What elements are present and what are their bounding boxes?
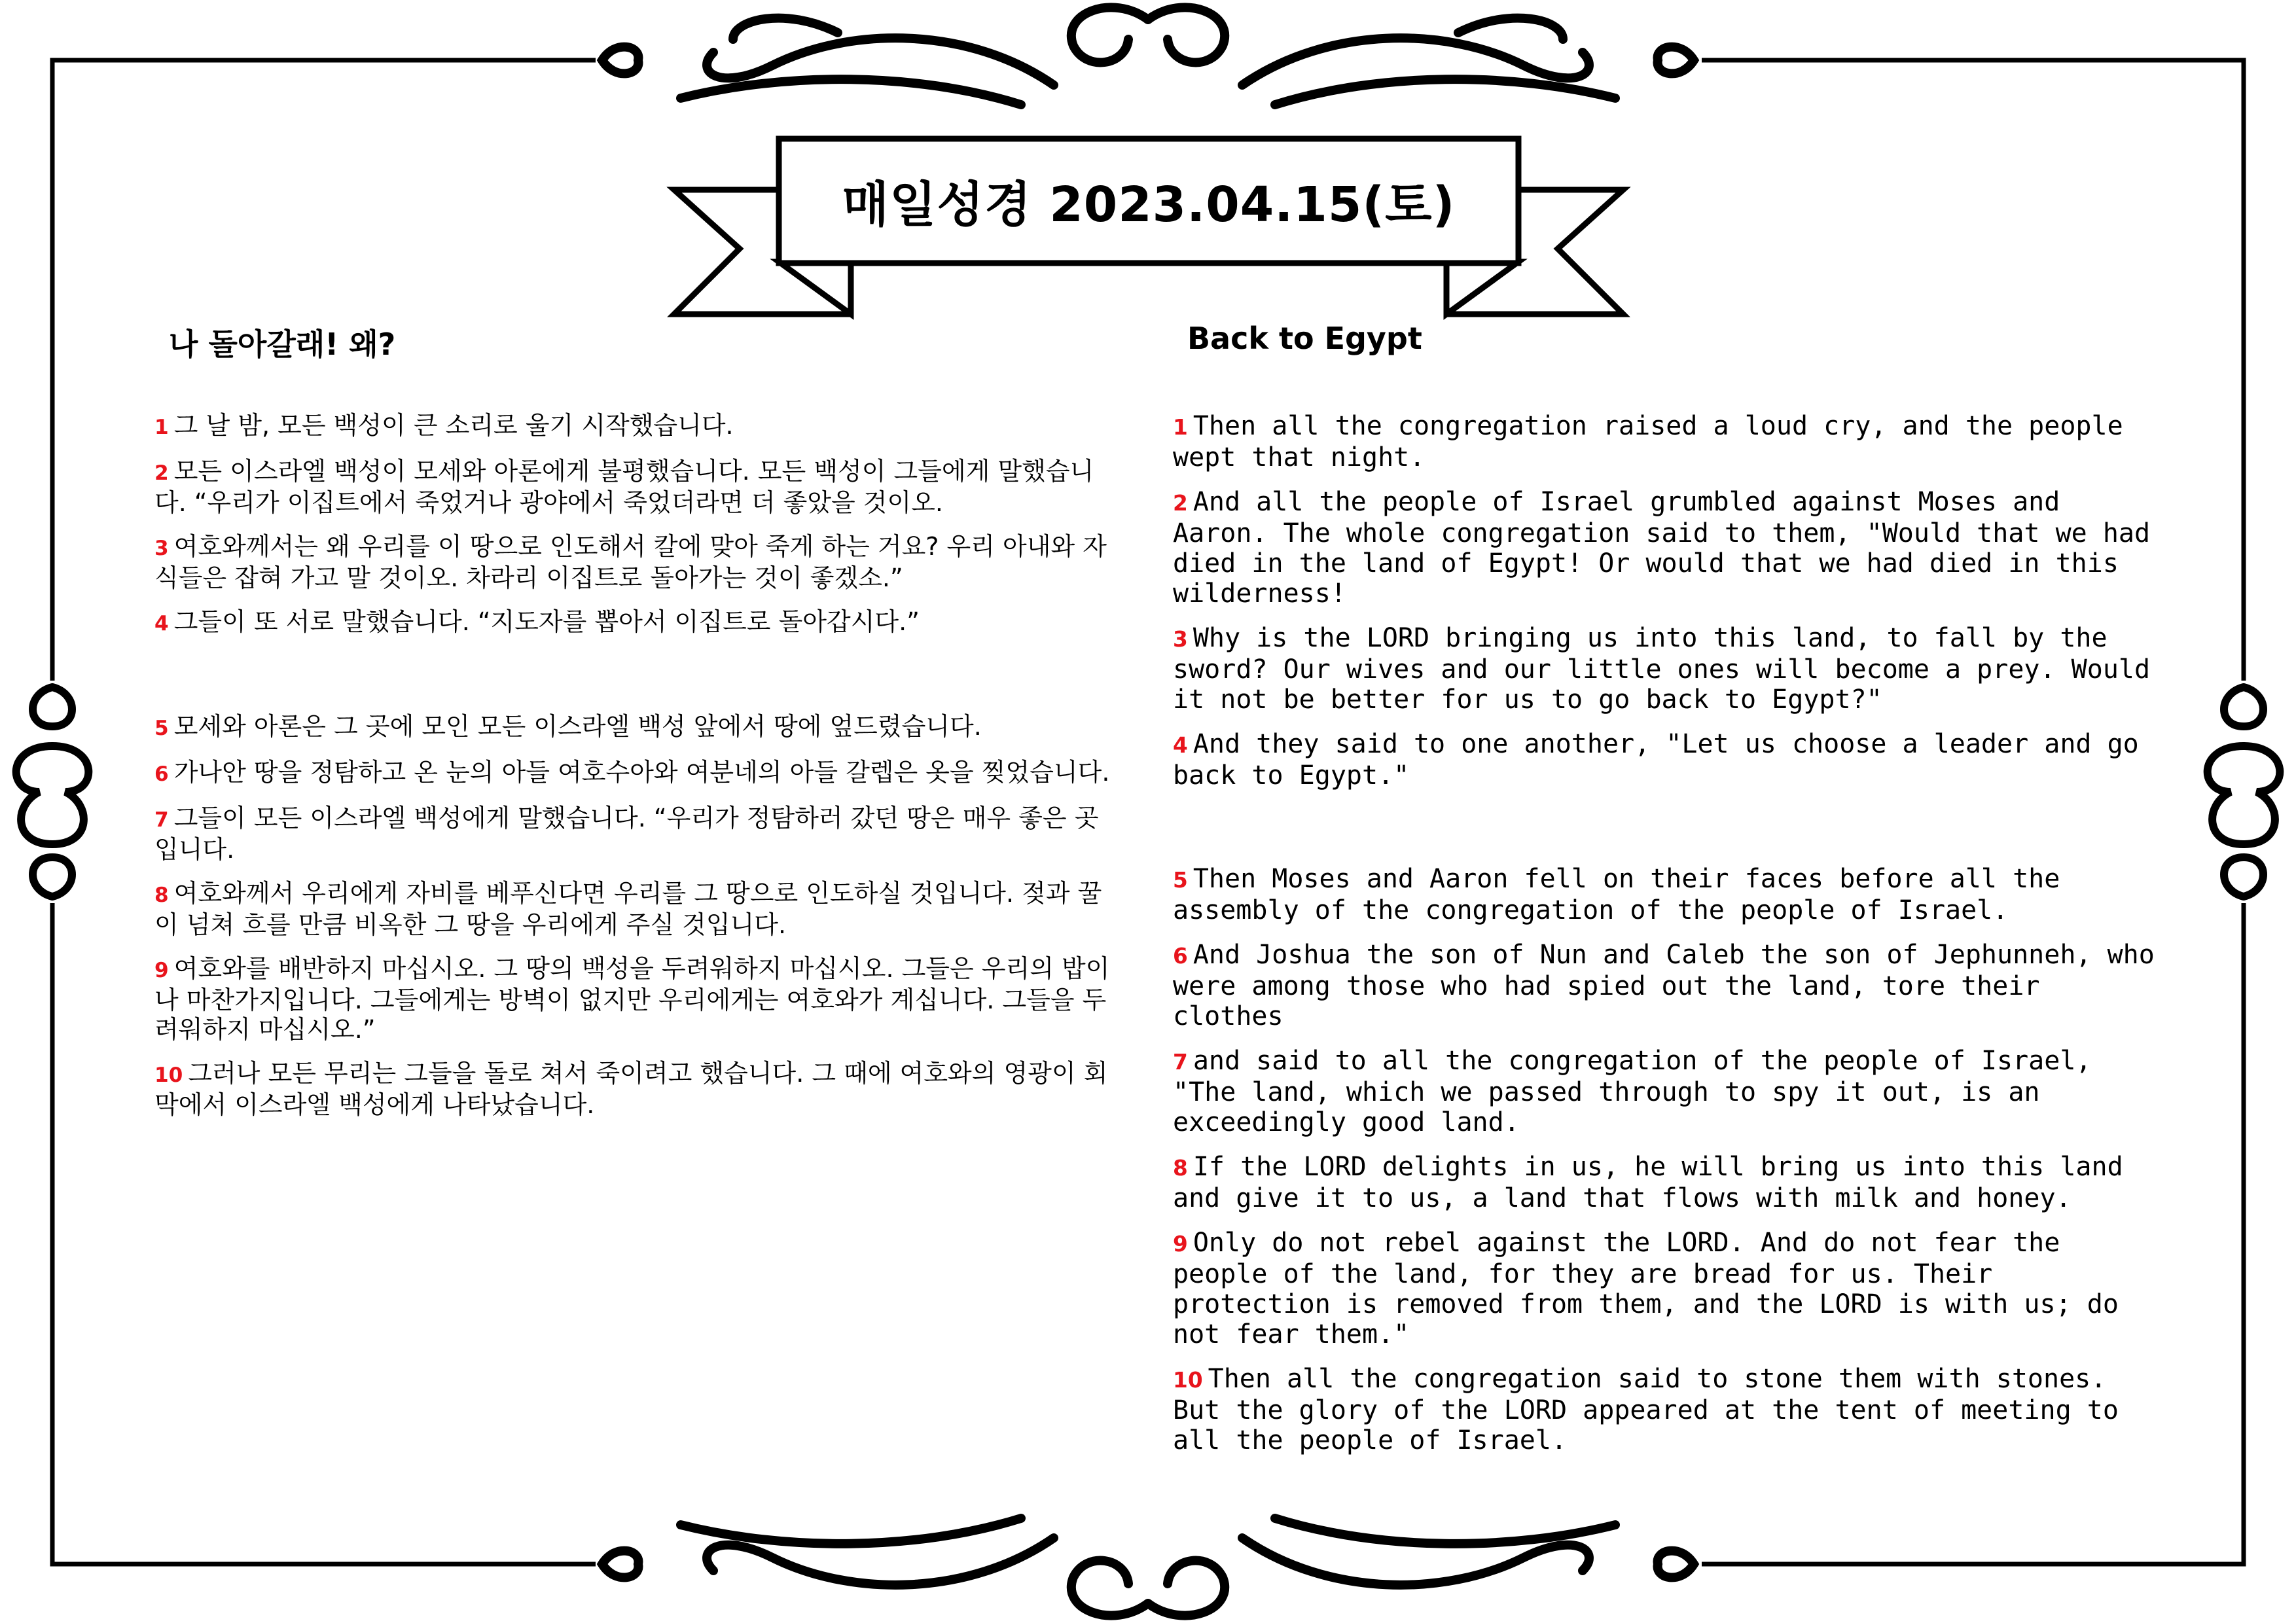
verse-number: 10 — [1173, 1368, 1203, 1393]
verse-text: 모세와 아론은 그 곳에 모인 모든 이스라엘 백성 앞에서 땅에 엎드렸습니다. — [173, 712, 982, 741]
english-verse-7 — [1173, 1046, 2161, 1137]
english-verse-1 — [1173, 411, 2161, 473]
verse-text: And they said to one another, "Let us choose a leader and go back to Egypt." — [1173, 729, 2139, 791]
korean-verse-1 — [154, 411, 1117, 442]
verse-number: 8 — [154, 883, 169, 907]
verse-number: 7 — [154, 808, 169, 832]
bottom-flourish — [602, 1518, 1694, 1616]
korean-verse-8 — [154, 879, 1117, 940]
verse-number: 2 — [1173, 491, 1188, 516]
verse-number: 9 — [1173, 1232, 1188, 1257]
verse-number: 1 — [1173, 415, 1188, 440]
verse-number: 8 — [1173, 1156, 1188, 1181]
verse-number: 4 — [154, 612, 169, 635]
korean-verse-4 — [154, 607, 1117, 639]
english-verse-5 — [1173, 864, 2161, 925]
korean-verse-column — [154, 411, 1117, 1134]
verse-text: And Joshua the son of Nun and Caleb the son of Jephunneh, who were among those who had spied out the land, tore their clothes — [1173, 940, 2155, 1031]
verse-number: 5 — [154, 717, 169, 740]
english-subtitle: Back to Egypt — [1187, 321, 1422, 356]
verse-number: 10 — [154, 1063, 183, 1087]
verse-number: 2 — [154, 461, 169, 485]
korean-verse-10 — [154, 1059, 1117, 1120]
verse-number: 5 — [1173, 868, 1188, 893]
verse-number: 7 — [1173, 1050, 1188, 1075]
english-verse-9 — [1173, 1228, 2161, 1349]
verse-text: 그들이 또 서로 말했습니다. “지도자를 뽑아서 이집트로 돌아갑시다.” — [173, 607, 920, 636]
verse-number: 3 — [1173, 627, 1188, 652]
verse-text: and said to all the congregation of the people of Israel, "The land, which we passed through to spy it out, is an exceedingly good land. — [1173, 1046, 2092, 1137]
verse-text: Then Moses and Aaron fell on their faces before all the assembly of the congregation of the people of Israel. — [1173, 864, 2060, 925]
english-verse-column — [1173, 411, 2161, 1470]
korean-verse-6 — [154, 758, 1117, 789]
verse-text: 여호와께서는 왜 우리를 이 땅으로 인도해서 칼에 맞아 죽게 하는 거요? 우리 아내와 자식들은 잡혀 가고 말 것이오. 차라리 이집트로 돌아가는 것이 좋겠소.” — [154, 532, 1107, 592]
verse-text: 여호와께서 우리에게 자비를 베푸신다면 우리를 그 땅으로 인도하실 것입니다. 젖과 꿀이 넘쳐 흐를 만큼 비옥한 그 땅을 우리에게 주실 것입니다. — [154, 879, 1102, 939]
verse-text: Only do not rebel against the LORD. And do not fear the people of the land, for they are bread for us. Their protection is removed from them, and the LORD is with us; do not fear them." — [1173, 1228, 2119, 1349]
top-flourish — [602, 7, 1694, 105]
verse-text: 그러나 모든 무리는 그들을 돌로 쳐서 죽이려고 했습니다. 그 때에 여호와의 영광이 회막에서 이스라엘 백성에게 나타났습니다. — [154, 1059, 1108, 1119]
english-verse-8 — [1173, 1152, 2161, 1213]
verse-text: Then all the congregation said to stone them with stones. But the glory of the LORD appeared at the tent of meeting to all the people of Israel. — [1173, 1364, 2119, 1455]
korean-verse-3 — [154, 532, 1117, 593]
verse-text: 여호와를 배반하지 마십시오. 그 땅의 백성을 두려워하지 마십시오. 그들은 우리의 밥이나 마찬가지입니다. 그들에게는 방벽이 없지만 우리에게는 여호와가 계십니다. 그들을 두려워하지 마십시오.” — [154, 954, 1110, 1044]
korean-verse-5 — [154, 712, 1117, 743]
verse-text: 그들이 모든 이스라엘 백성에게 말했습니다. “우리가 정탐하러 갔던 땅은 매우 좋은 곳입니다. — [154, 804, 1099, 864]
english-verse-6 — [1173, 940, 2161, 1031]
verse-number: 4 — [1173, 733, 1188, 758]
left-side-flourish — [16, 687, 89, 897]
verse-number: 1 — [154, 416, 169, 439]
korean-verse-2 — [154, 457, 1117, 518]
english-verse-3 — [1173, 623, 2161, 715]
verse-number: 6 — [1173, 944, 1188, 969]
verse-number: 6 — [154, 762, 169, 786]
english-verse-2 — [1173, 487, 2161, 609]
korean-verse-7 — [154, 804, 1117, 865]
verse-text: Why is the LORD bringing us into this land, to fall by the sword? Our wives and our little ones will become a prey. Would it not be better for us to go back to Egypt?" — [1173, 623, 2151, 715]
korean-subtitle: 나 돌아갈래! 왜? — [169, 327, 396, 362]
verse-text: If the LORD delights in us, he will bring us into this land and give it to us, a land that flows with milk and honey. — [1173, 1152, 2123, 1213]
verse-number: 9 — [154, 959, 169, 982]
verse-text: 가나안 땅을 정탐하고 온 눈의 아들 여호수아와 여분네의 아들 갈렙은 옷을 찢었습니다. — [173, 758, 1110, 787]
page-title: 매일성경 2023.04.15(토) — [842, 177, 1456, 233]
korean-verse-9 — [154, 954, 1117, 1044]
verse-text: Then all the congregation raised a loud cry, and the people wept that night. — [1173, 411, 2123, 473]
english-verse-10 — [1173, 1364, 2161, 1455]
verse-text: 그 날 밤, 모든 백성이 큰 소리로 울기 시작했습니다. — [173, 411, 734, 440]
verse-text: And all the people of Israel grumbled against Moses and Aaron. The whole congregation said to them, "Would that we had died in the land of Egypt! Or would that we had died in this wilderness! — [1173, 487, 2151, 609]
right-side-flourish — [2208, 687, 2280, 897]
english-verse-4 — [1173, 729, 2161, 791]
verse-text: 모든 이스라엘 백성이 모세와 아론에게 불평했습니다. 모든 백성이 그들에게 말했습니다. “우리가 이집트에서 죽었거나 광야에서 죽었더라면 더 좋았을 것이오. — [154, 457, 1094, 517]
verse-number: 3 — [154, 537, 169, 560]
